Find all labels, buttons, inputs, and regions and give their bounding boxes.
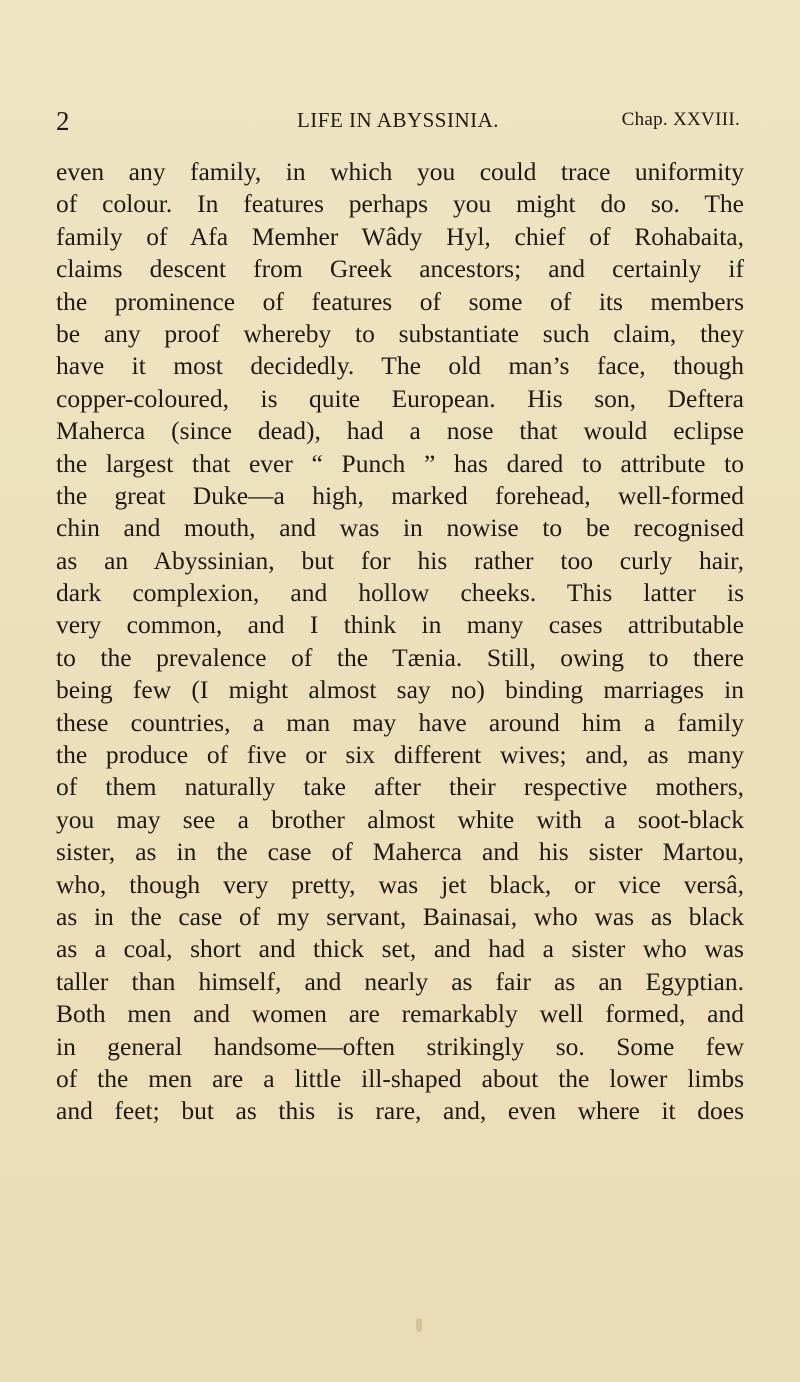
text-line: sister, as in the case of Maherca and his sister Martou, bbox=[56, 837, 744, 867]
chapter-label: Chap. XXVIII. bbox=[621, 109, 740, 130]
text-line: the produce of five or six different wives; and, as many bbox=[56, 740, 744, 770]
text-line: the prominence of features of some of its members bbox=[56, 286, 744, 316]
page-number: 2 bbox=[56, 106, 70, 136]
text-line: as a coal, short and thick set, and had a sister who was bbox=[56, 934, 744, 964]
text-line: chin and mouth, and was in nowise to be recognised bbox=[56, 513, 744, 543]
text-line: be any proof whereby to substantiate such claim, they bbox=[56, 318, 744, 348]
running-title: LIFE IN ABYSSINIA. bbox=[296, 108, 500, 132]
body-text bbox=[56, 156, 744, 1128]
text-line: these countries, a man may have around him a family bbox=[56, 707, 744, 737]
text-line: Both men and women are remarkably well formed, and bbox=[56, 999, 744, 1029]
text-line: who, though very pretty, was jet black, or vice versâ, bbox=[56, 869, 744, 899]
text-line: taller than himself, and nearly as fair as an Egyptian. bbox=[56, 966, 744, 996]
text-line: the great Duke—a high, marked forehead, well-formed bbox=[56, 480, 744, 510]
page-header bbox=[56, 106, 740, 142]
text-line: very common, and I think in many cases attributable bbox=[56, 610, 744, 640]
text-line: and feet; but as this is rare, and, even where it does bbox=[56, 1096, 744, 1126]
text-line: family of Afa Memher Wâdy Hyl, chief of Rohabaita, bbox=[56, 221, 744, 251]
text-line: being few (I might almost say no) binding marriages in bbox=[56, 675, 744, 705]
text-line: have it most decidedly. The old man’s face, though bbox=[56, 351, 744, 381]
text-line: dark complexion, and hollow cheeks. This latter is bbox=[56, 578, 744, 608]
text-line: Maherca (since dead), had a nose that would eclipse bbox=[56, 416, 744, 446]
text-line: of the men are a little ill-shaped about the lower limbs bbox=[56, 1063, 744, 1093]
text-line: in general handsome—often strikingly so. Some few bbox=[56, 1031, 744, 1061]
text-line: to the prevalence of the Tænia. Still, owing to there bbox=[56, 642, 744, 672]
text-line: even any family, in which you could trace uniformity bbox=[56, 157, 744, 186]
text-line: the largest that ever “ Punch ” has dared to attribute to bbox=[56, 448, 744, 478]
text-line: of colour. In features perhaps you might do so. The bbox=[56, 189, 744, 219]
paper-blemish bbox=[416, 1318, 422, 1332]
text-line: copper-coloured, is quite European. His son, Deftera bbox=[56, 383, 744, 413]
text-line: as in the case of my servant, Bainasai, who was as black bbox=[56, 901, 744, 931]
text-line: claims descent from Greek ancestors; and certainly if bbox=[56, 254, 744, 284]
text-line: you may see a brother almost white with a soot-black bbox=[56, 804, 744, 834]
text-line: of them naturally take after their respective mothers, bbox=[56, 772, 744, 802]
text-line: as an Abyssinian, but for his rather too curly hair, bbox=[56, 545, 744, 575]
